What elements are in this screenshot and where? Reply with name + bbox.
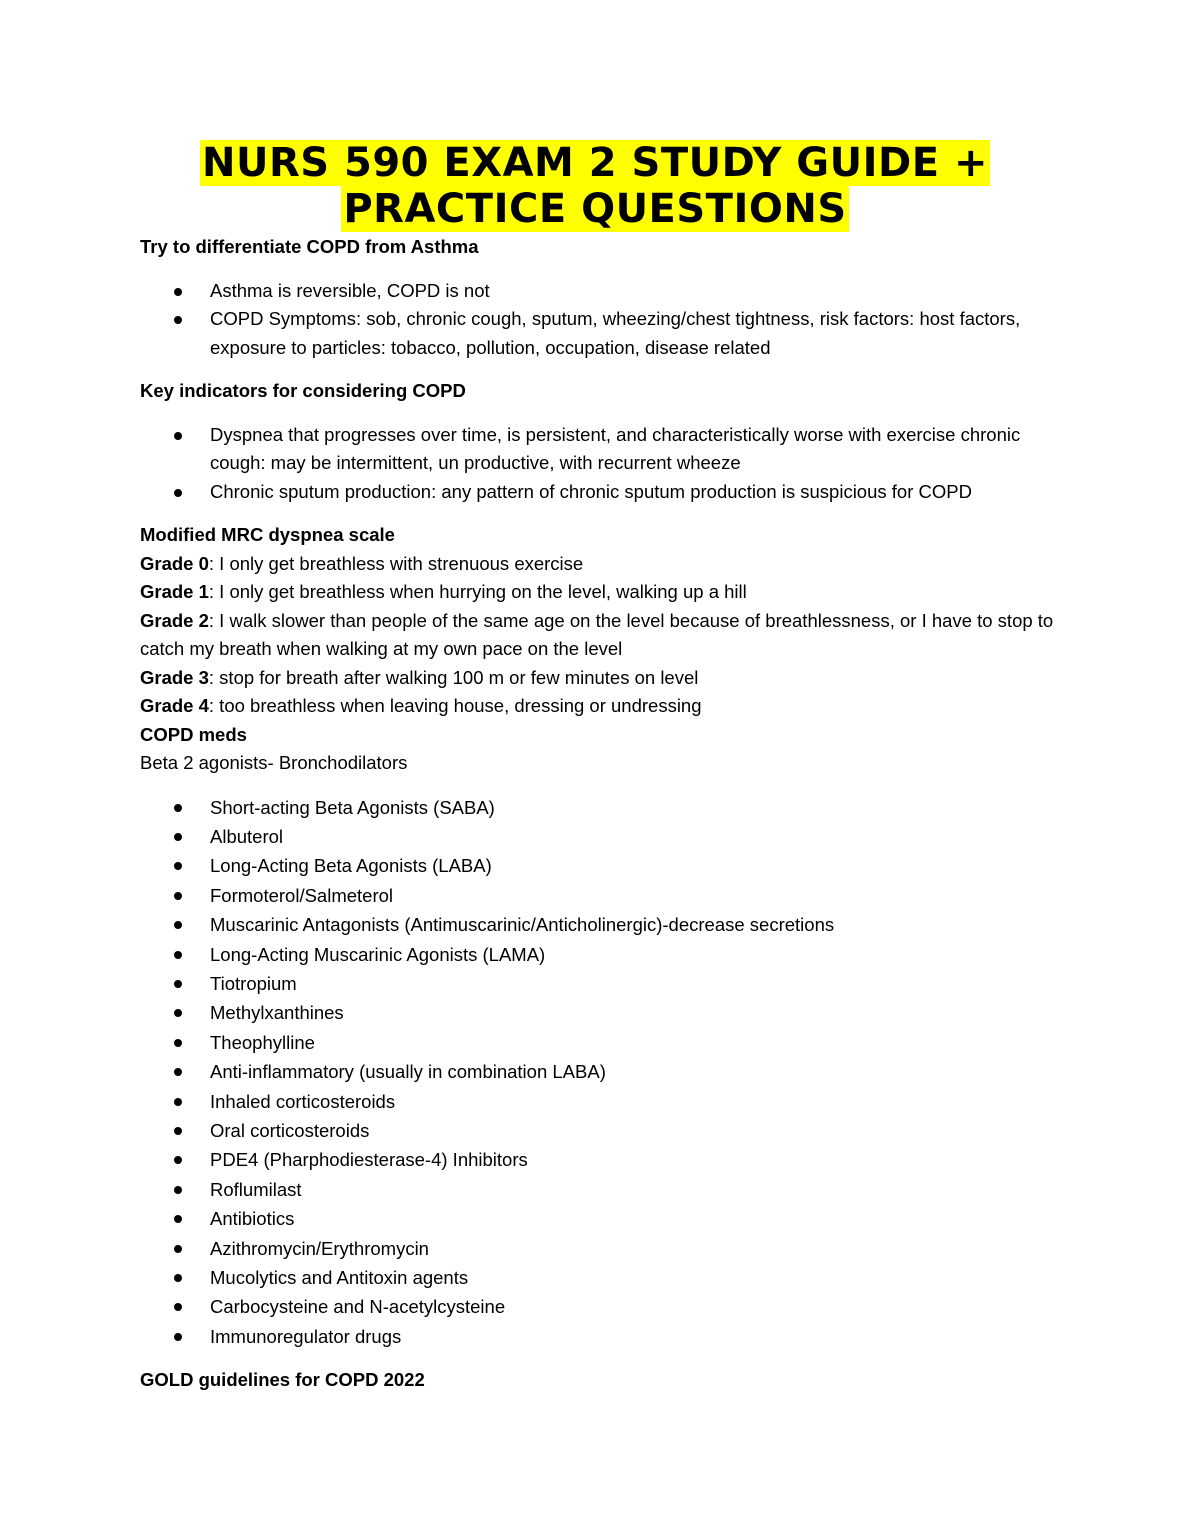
heading-copd-meds: COPD meds <box>140 723 247 745</box>
heading-gold-guidelines: GOLD guidelines for COPD 2022 <box>140 1369 425 1391</box>
list-item: Short-acting Beta Agonists (SABA) <box>140 793 1060 822</box>
list-item: Anti-inflammatory (usually in combination LABA) <box>140 1057 1060 1086</box>
list-item: Theophylline <box>140 1028 1060 1057</box>
list-item: PDE4 (Pharphodiesterase-4) Inhibitors <box>140 1145 1060 1174</box>
bullet-icon <box>174 862 182 870</box>
grade-4: Grade 4: too breathless when leaving house, dressing or undressing <box>140 695 702 716</box>
list-item: Antibiotics <box>140 1204 1060 1233</box>
document-title <box>0 140 1190 232</box>
bullet-icon <box>174 1098 182 1106</box>
list-item: Inhaled corticosteroids <box>140 1087 1060 1116</box>
bullet-icon <box>174 892 182 900</box>
list-item: Carbocysteine and N-acetylcysteine <box>140 1292 1060 1321</box>
list-indicators <box>140 421 1060 507</box>
grade-2: Grade 2: I walk slower than people of the same age on the level because of breathlessness, or I have to stop to catch my breath when walking at my own pace on the level <box>140 609 1054 659</box>
bullet-icon <box>174 980 182 988</box>
list-item: Methylxanthines <box>140 998 1060 1027</box>
bullet-icon <box>174 1156 182 1164</box>
list-item: Dyspnea that progresses over time, is persistent, and characteristically worse with exercise chronic cough: may be intermittent, un productive, with recurrent wheeze <box>140 421 1060 478</box>
bullet-icon <box>174 1333 182 1341</box>
list-item: Muscarinic Antagonists (Antimuscarinic/Anticholinergic)-decrease secretions <box>140 910 1060 939</box>
bullet-icon <box>174 316 182 324</box>
list-item: Azithromycin/Erythromycin <box>140 1234 1060 1263</box>
heading-differentiate: Try to differentiate COPD from Asthma <box>140 236 479 257</box>
bullet-icon <box>174 489 182 497</box>
bullet-icon <box>174 1039 182 1047</box>
list-item: Asthma is reversible, COPD is not <box>140 277 1060 306</box>
list-item: Formoterol/Salmeterol <box>140 881 1060 910</box>
bullet-icon <box>174 804 182 812</box>
bullet-icon <box>174 1068 182 1076</box>
list-item: Chronic sputum production: any pattern of chronic sputum production is suspicious for COPD <box>140 478 1060 507</box>
list-differentiate <box>140 277 1060 363</box>
title-line-2: PRACTICE QUESTIONS <box>343 186 847 232</box>
bullet-icon <box>174 1245 182 1253</box>
list-meds <box>140 793 1060 1352</box>
bullet-icon <box>174 1186 182 1194</box>
grade-1: Grade 1: I only get breathless when hurrying on the level, walking up a hill <box>140 581 747 602</box>
bullet-icon <box>174 1009 182 1017</box>
list-item: Albuterol <box>140 822 1060 851</box>
list-item: Tiotropium <box>140 969 1060 998</box>
grade-0: Grade 0: I only get breathless with strenuous exercise <box>140 552 584 574</box>
bullet-icon <box>174 432 182 440</box>
list-item: Roflumilast <box>140 1175 1060 1204</box>
list-item: Long-Acting Beta Agonists (LABA) <box>140 851 1060 880</box>
title-line-1: NURS 590 EXAM 2 STUDY GUIDE + <box>202 140 988 186</box>
list-item: Oral corticosteroids <box>140 1116 1060 1145</box>
list-item: Immunoregulator drugs <box>140 1322 1060 1351</box>
bullet-icon <box>174 288 182 296</box>
bullet-icon <box>174 1303 182 1311</box>
grade-3: Grade 3: stop for breath after walking 100 m or few minutes on level <box>140 666 699 688</box>
subheading-beta2: Beta 2 agonists- Bronchodilators <box>140 752 408 773</box>
bullet-icon <box>174 921 182 929</box>
list-item: Long-Acting Muscarinic Agonists (LAMA) <box>140 940 1060 969</box>
heading-indicators: Key indicators for considering COPD <box>140 380 466 401</box>
list-item: Mucolytics and Antitoxin agents <box>140 1263 1060 1292</box>
list-item: COPD Symptoms: sob, chronic cough, sputum, wheezing/chest tightness, risk factors: host factors, exposure to particles: tobacco, pollution, occupation, disease related <box>140 305 1060 362</box>
bullet-icon <box>174 1215 182 1223</box>
bullet-icon <box>174 1274 182 1282</box>
bullet-icon <box>174 833 182 841</box>
heading-mrc-scale: Modified MRC dyspnea scale <box>140 524 395 545</box>
bullet-icon <box>174 951 182 959</box>
bullet-icon <box>174 1127 182 1135</box>
document-body <box>140 233 1060 1395</box>
